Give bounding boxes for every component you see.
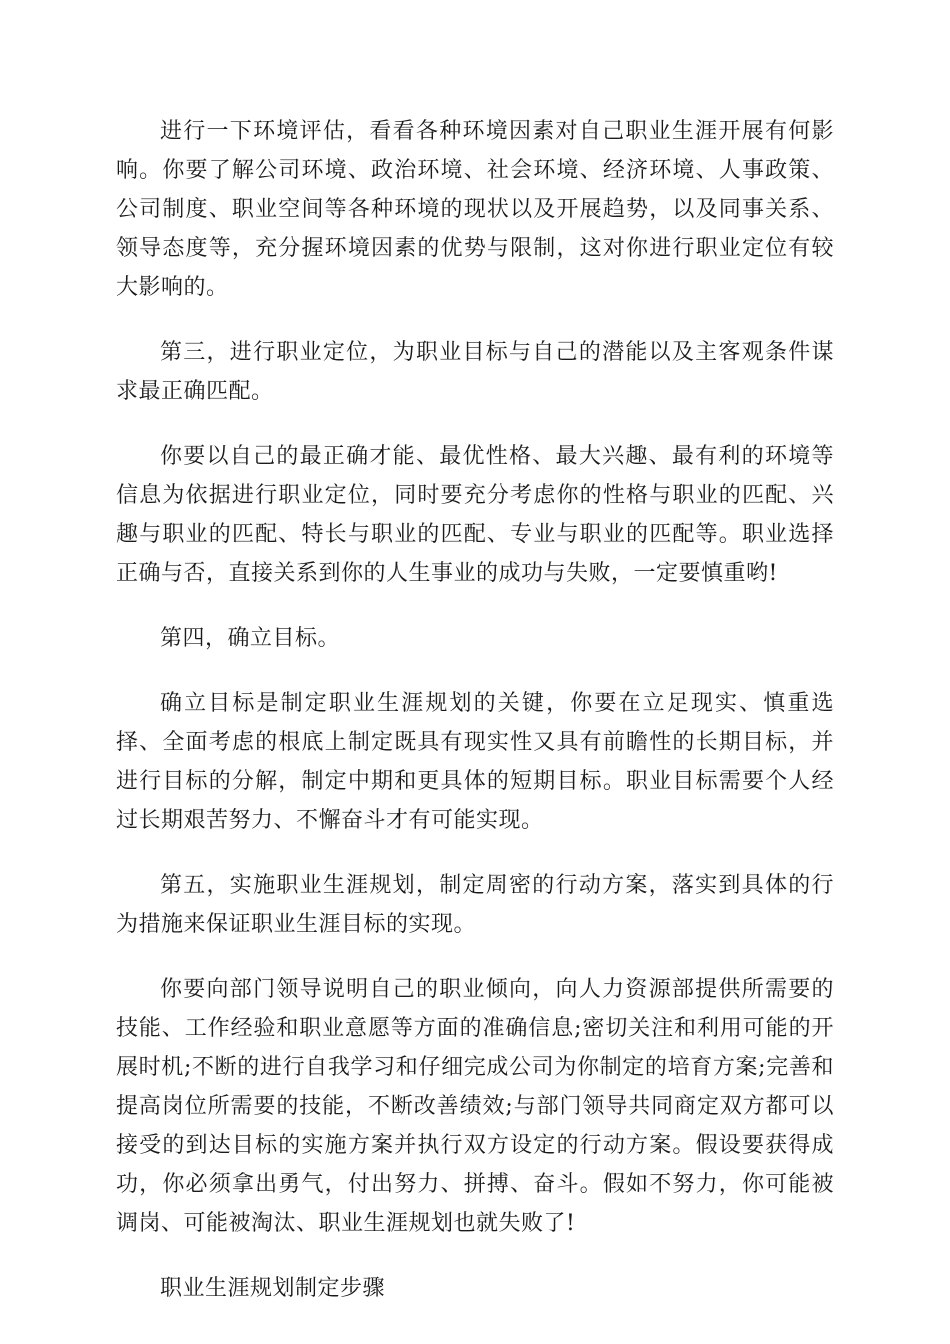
paragraph-goal-setting: 确立目标是制定职业生涯规划的关键，你要在立足现实、慎重选择、全面考虑的根底上制定既具有现实性又具有前瞻性的长期目标，并进行目标的分解，制定中期和更具体的短期目标。职业目标需要个人经过长期艰苦努力、不懈奋斗才有可能实现。 xyxy=(116,691,834,833)
document-body xyxy=(116,112,834,1334)
paragraph-step-three-heading: 第三，进行职业定位，为职业目标与自己的潜能以及主客观条件谋求最正确匹配。 xyxy=(116,340,834,404)
paragraph-environment-assessment: 进行一下环境评估，看看各种环境因素对自己职业生涯开展有何影响。你要了解公司环境、政治环境、社会环境、经济环境、人事政策、公司制度、职业空间等各种环境的现状以及开展趋势，以及同事关系、领导态度等，充分握环境因素的优势与限制，这对你进行职业定位有较大影响的。 xyxy=(116,119,834,300)
paragraph-career-positioning: 你要以自己的最正确才能、最优性格、最大兴趣、最有利的环境等信息为依据进行职业定位，同时要充分考虑你的性格与职业的匹配、兴趣与职业的匹配、特长与职业的匹配、专业与职业的匹配等。职业选择正确与否，直接关系到你的人生事业的成功与失败，一定要慎重哟! xyxy=(116,444,834,586)
paragraph-step-four-heading: 第四，确立目标。 xyxy=(160,626,341,651)
paragraph-step-five-heading: 第五，实施职业生涯规划，制定周密的行动方案，落实到具体的行为措施来保证职业生涯目标的实现。 xyxy=(116,873,834,937)
paragraph-action-plan: 你要向部门领导说明自己的职业倾向，向人力资源部提供所需要的技能、工作经验和职业意愿等方面的准确信息;密切关注和利用可能的开展时机;不断的进行自我学习和仔细完成公司为你制定的培育方案;完善和提高岗位所需要的技能，不断改善绩效;与部门领导共同商定双方都可以接受的到达目标的实施方案并执行双方设定的行动方案。假设要获得成功，你必须拿出勇气，付出努力、拼搏、奋斗。假如不努力，你可能被调岗、可能被淘汰、职业生涯规划也就失败了! xyxy=(116,977,834,1236)
paragraph-section-title: 职业生涯规划制定步骤 xyxy=(160,1276,386,1301)
